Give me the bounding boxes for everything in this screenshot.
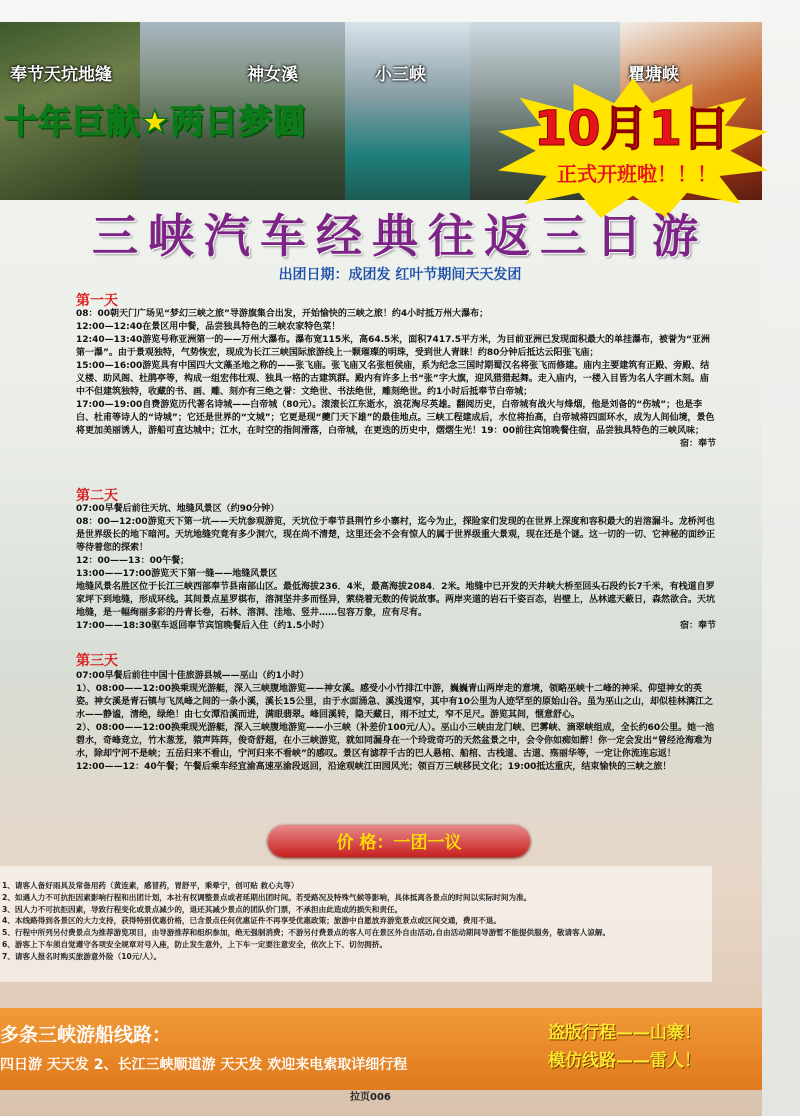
itinerary-line: 15:00—16:00游览具有中国四大文藻圣地之称的——张飞庙。张飞庙又名张桓侯庙，系为纪念三国时期蜀汉名将张飞而修建。庙内主要建筑有正殿、旁殿、结义楼、助风阁、杜鹃亭等，构成一组宏伟壮观、独具一格的古建筑群。殿内有许多上书“张”字大旗，迎风猎猎起舞。走入庙内，一楼入目皆为名人字画木刻。庙中不但建筑独特，收藏的书、画、雕、刻亦有三绝之誉：文绝世、书法绝世，雕刻绝世。约1小时后抵奉节白帝城；	[76, 361, 710, 397]
start-date: 10月1日	[533, 101, 731, 157]
overnight-stay: 宿：奉节	[679, 439, 716, 449]
itinerary-line: 17:00——18:30驱车返回奉节宾馆晚餐后入住（约1.5小时）	[76, 621, 330, 631]
itinerary-line: 1）、08:00——12:00换乘现光游艇，深入三峡腹地游览——神女溪。感受小小竹排江中游，巍巍青山两岸走的意境，领略巫峡十二峰的神采、仰望神女的英姿。神女溪是青石镇与飞凤峰之间的一条小溪，溪长15公里，由于水面涌急、溪浅道窄，其中有10公里为人迹罕至的原始山谷。虽为巫山之山，却似桂林漓江之水——静谧，清绝，绿绝！由七女潭沿溪而进，满眼翡翠。峰回溪转，隐天藏日，雨不过丈，窄不足尺。游览其间，惬意舒心。	[76, 684, 714, 720]
day3-heading: 第三天	[76, 653, 118, 669]
routes-text: 四日游 天天发 2、长江三峡顺道游 天天发 欢迎来电索取详细行程	[0, 1057, 408, 1073]
note-item: 6、游客上下车须自觉遵守各项安全规章对号入座，防止发生意外，上下车一定要注意安全，依次上下、切勿拥挤。	[2, 939, 387, 949]
itinerary-line: 07:00早餐后前往天坑、地缝风景区（约90分钟）	[76, 504, 280, 514]
itinerary-line: 12：00——13：00午餐；	[76, 556, 190, 566]
photo-label: 小三峡	[375, 65, 426, 85]
itinerary-line: 地缝风景名胜区位于长江三峡西部奉节县南部山区。最低海拔236．4米，最高海拔2084．2米。地缝中已开发的天井峡大桥至回头石段约长7千米，有栈道自罗家坪下到地缝，形成环线。其间景点星罗棋布，溶洞坚井多而怪异，萦绕着无数的传说故事。两岸夹道的岩石千姿百态，岩壁上，丛林遮天蔽日，森然欲合。天坑地缝，是一幅绚丽多彩的丹青长卷，石林、溶洞、洼地、竖井……包容万象，应有尽有。	[76, 582, 716, 618]
day3-itinerary	[76, 670, 716, 774]
note-item: 5、行程中所列另付费景点为推荐游览项目，由导游推荐和组织参加，绝无强制消费；不游另付费景点的客人可在景区外自由活动,自由活动期间导游暂不能提供服务，敬请客人谅解。	[2, 928, 611, 938]
note-item: 7、请客人报名时购买旅游意外险（10元/人）。	[2, 951, 162, 961]
day1-itinerary	[76, 308, 716, 451]
itinerary-line: 12:00——12：40午餐；午餐后乘车经宜渝高速巫渝段返回，沿途观峡江田园风光；领百万三峡移民文化；19:00抵达重庆，结束愉快的三峡之旅！	[76, 762, 672, 772]
start-date-subtitle: 正式开班啦！！！	[557, 162, 717, 186]
notes-list	[2, 880, 702, 963]
page-title: 三峡汽车经典往返三日游	[92, 209, 708, 263]
day2-itinerary	[76, 503, 716, 633]
photo-label: 神女溪	[247, 65, 298, 85]
day1-heading: 第一天	[76, 293, 118, 309]
piracy-warning: 盗版行程——山寨！	[548, 1023, 701, 1043]
note-item: 3、因人力不可抗拒因素，导致行程变化或景点减少的，退还其减少景点的团队价门票，不承担由此造成的损失和责任。	[2, 904, 403, 914]
overnight-stay: 宿：奉节	[679, 621, 716, 631]
photo-label: 奉节天坑地缝	[10, 65, 112, 85]
itinerary-line: 12:00—12:40在景区用中餐，品尝独具特色的三峡农家特色菜！	[76, 322, 341, 332]
more-routes-heading: 多条三峡游船线路：	[0, 1024, 172, 1046]
note-item: 1、请客人备好雨具及常备用药（黄连素，感冒药，胃舒平，乘晕宁，创可贴 救心丸等）	[2, 881, 299, 890]
departure-info: 出团日期：成团发 红叶节期间天天发团	[278, 267, 522, 283]
photo-label: 瞿塘峡	[628, 65, 679, 85]
itinerary-line: 2）、08:00——12:00换乘现光游艇，深入三峡腹地游览——小三峡（补差价100元/人）。巫山小三峡由龙门峡、巴雾峡、滴翠峡组成，全长约60公里。她一池碧水，奇峰竞立，竹木葱茏，猿声阵阵，俊奇舒超，在小三峡游览，就如同漏身在一个玲珑奇巧的天然盆景之中，会令你如痴如醉！你一定会发出“曾经沧海难为水，除却宁河不是峡；五岳归来不看山，宁河归来不看峡”的感叹。景区有滤荐千古的巴人悬棺、船棺、古栈道、古道、殇丽华等，一定让你流连忘返！	[76, 723, 715, 759]
itinerary-line: 13:00——17:00游览天下第一缝——地缝风景区	[76, 569, 278, 579]
itinerary-line: 17:00—19:00自费游览历代著名诗城——白帝城（80元）。滚滚长江东逝水，浪花淘尽英雄。翻阅历史，白帝城有战火与烽烟，他是刘备的“伤城”；也是李白、杜甫等诗人的“诗城”；它还是世界的“文城”；它更是现“夔门天下雄”的最佳地点。三峡工程建成后，水位将抬高，白帝城将四面环水，成为人间仙境，景色将更加美丽诱人，游船可直达城中；江水，在时空的指间滑落，白帝城，在更迭的历史中，熠熠生光！19：00前往宾馆晚餐住宿，品尝独具特色的三峡风味；	[76, 400, 715, 436]
right-margin	[762, 0, 800, 1116]
photo-xiaosanxia	[345, 22, 470, 200]
itinerary-line: 07:00早餐后前往中国十佳旅游县城——巫山（约1小时）	[76, 671, 309, 681]
note-item: 4、本线路得到各景区的大力支持，获得特别优惠价格，已含景点任何优惠证件不再享受优惠政策；旅游中自愿放弃游览景点或区间交通，费用不退。	[2, 916, 501, 926]
price-label: 价 格：一团一议	[336, 833, 462, 853]
itinerary-line: 08：00—12:00游览天下第一坑——天坑参观游览，天坑位于奉节县荆竹乡小寨村，迄今为止，探险家们发现的在世界上深度和容积最大的岩溶漏斗。龙桥河也是世界级长的地下暗河。天坑地缝究竟有多少洞穴，现在尚不清楚，这里还会不会有惊人的属于世界级重大景观，现在还是个谜。这一切的一切、它神秘的面纱正等待着您的探索！	[76, 517, 716, 553]
note-item: 2、如遇人力不可抗拒因素影响行程和出团计划，本社有权调整景点或者延期出团时间。若受路况及特殊气候等影响，具体抵离各景点的时间以实际时间为准。	[2, 892, 532, 902]
imitation-warning: 模仿线路——雷人！	[548, 1051, 701, 1071]
itinerary-line: 12:40—13:40游览号称亚洲第一的——万州大瀑布。瀑布宽115米，高64.5米，面积7417.5平方米，为目前亚洲已发现面积最大的单挂瀑布，被誉为“亚洲第一瀑”。由于景观独特，气势恢宏，现成为长江三峡国际旅游线上一颗璀璨的明珠，受到世人青睐！约80分钟后抵达云阳张飞庙；	[76, 335, 710, 358]
itinerary-line: 08：00朝天门广场见“梦幻三峡之旅”导游旗集合出发，开始愉快的三峡之旅！约4小时抵万州大瀑布；	[76, 309, 489, 319]
page-number: 拉页006	[350, 1092, 391, 1103]
headline: 十年巨献★两日梦圆	[4, 102, 307, 141]
day2-heading: 第二天	[76, 488, 118, 504]
